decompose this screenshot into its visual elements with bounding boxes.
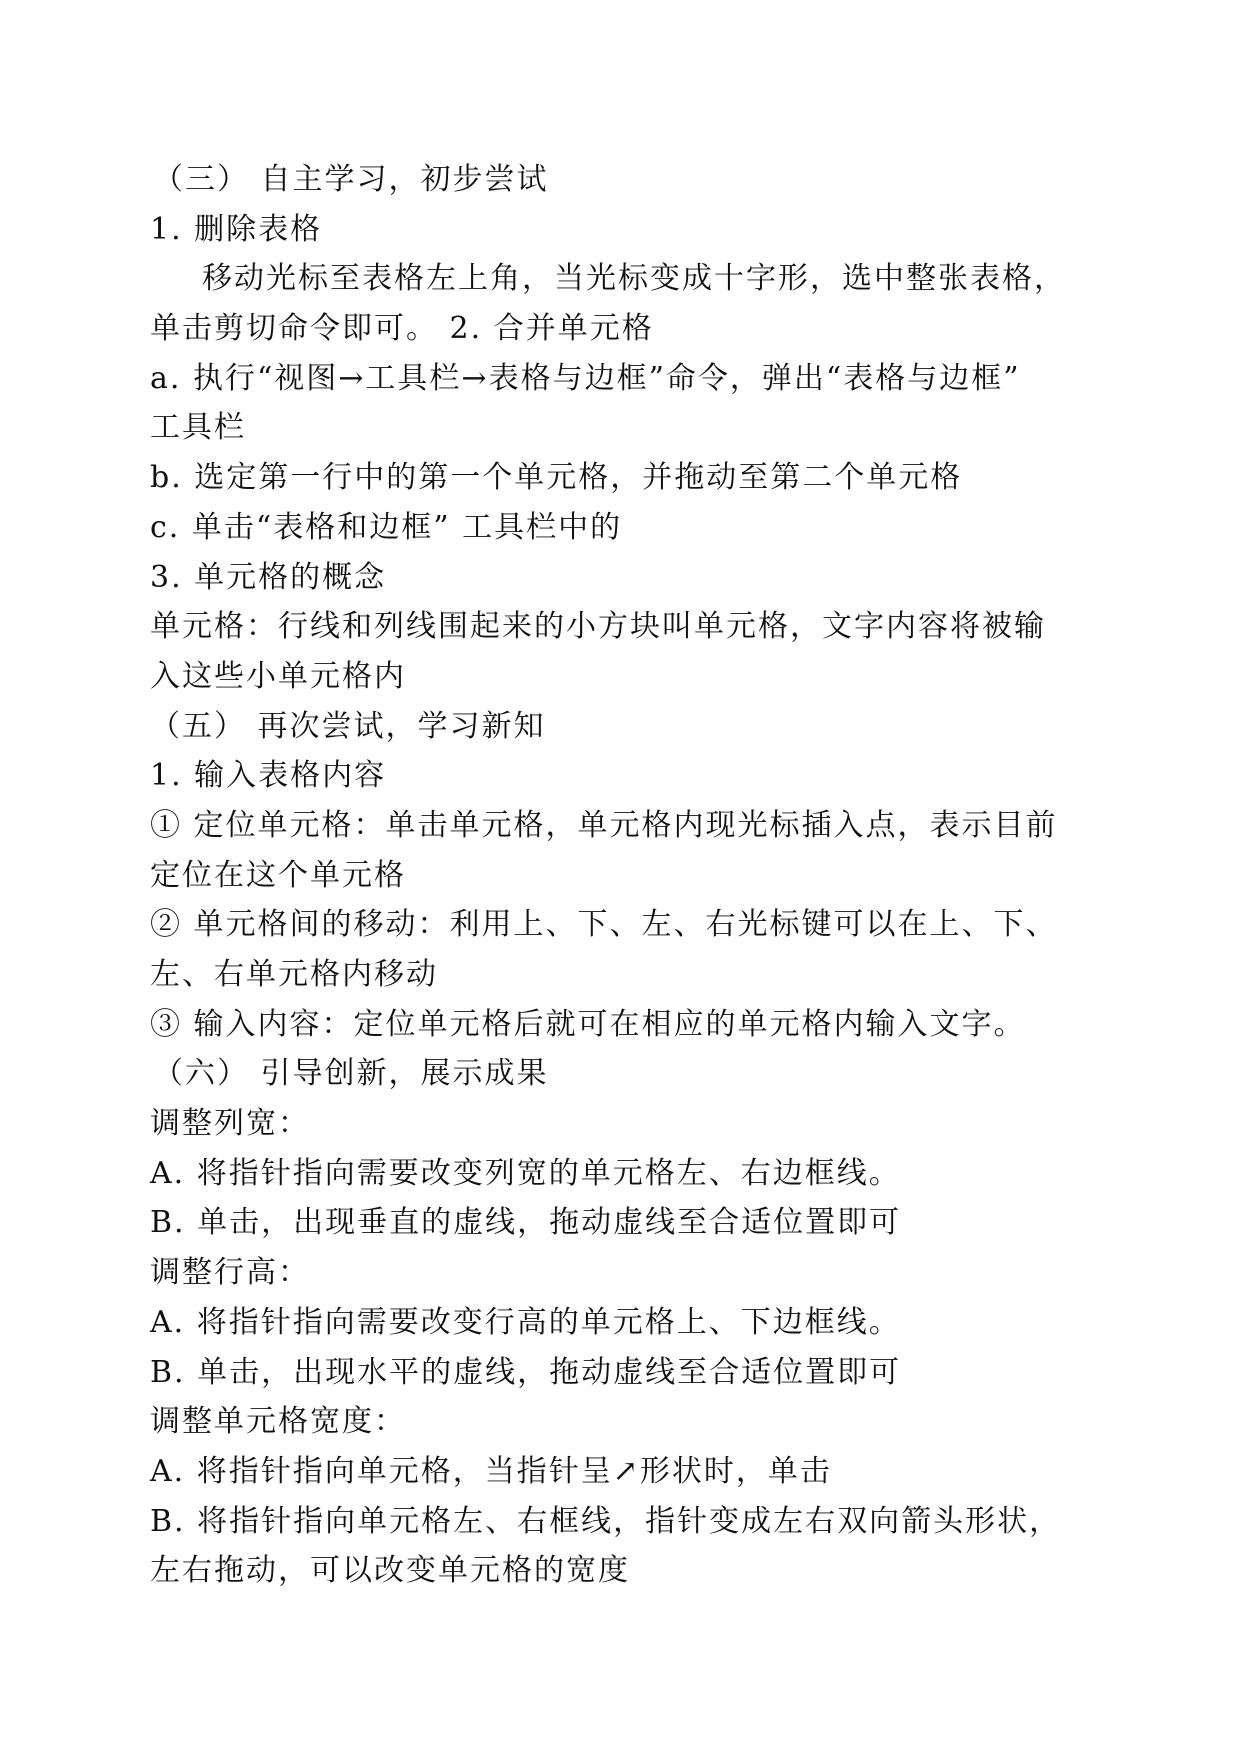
section-heading-3: （三） 自主学习，初步尝试 — [153, 162, 549, 197]
subheading-column-width: 调整列宽： — [150, 1106, 310, 1142]
paragraph-line: 左右拖动，可以改变单元格的宽度 — [150, 1553, 630, 1589]
subheading-cell-width: 调整单元格宽度： — [150, 1404, 406, 1440]
circled-item-1: ① 定位单元格：单击单元格，单元格内现光标插入点，表示目前 — [150, 807, 1058, 843]
paragraph-line: 单击剪切命令即可。 2. 合并单元格 — [150, 311, 654, 347]
item-cell-concept: 3. 单元格的概念 — [150, 559, 387, 595]
paragraph-line: 定位在这个单元格 — [150, 857, 406, 893]
subheading-row-height: 调整行高： — [150, 1255, 310, 1291]
circled-item-2: ② 单元格间的移动：利用上、下、左、右光标键可以在上、下、 — [150, 907, 1058, 943]
section-heading-5: （五） 再次尝试，学习新知 — [150, 708, 546, 744]
step-b: b. 选定第一行中的第一个单元格，并拖动至第二个单元格 — [150, 460, 963, 496]
step-b: B. 单击，出现水平的虚线，拖动虚线至合适位置即可 — [150, 1354, 902, 1390]
paragraph-line: 移动光标至表格左上角，当光标变成十字形，选中整张表格， — [202, 261, 1066, 297]
step-b: B. 将指针指向单元格左、右框线，指针变成左右双向箭头形状， — [150, 1503, 1062, 1539]
circled-item-3: ③ 输入内容：定位单元格后就可在相应的单元格内输入文字。 — [150, 1006, 1026, 1042]
item-delete-table: 1. 删除表格 — [150, 211, 323, 247]
step-b: B. 单击，出现垂直的虚线，拖动虚线至合适位置即可 — [150, 1205, 902, 1241]
paragraph-line: 单元格：行线和列线围起来的小方块叫单元格，文字内容将被输 — [150, 609, 1046, 645]
paragraph-line: 入这些小单元格内 — [150, 658, 406, 694]
section-heading-6: （六） 引导创新，展示成果 — [153, 1056, 549, 1092]
step-a: A. 将指针指向单元格，当指针呈↗形状时，单击 — [150, 1453, 832, 1489]
step-a: A. 将指针指向需要改变行高的单元格上、下边框线。 — [150, 1304, 901, 1340]
paragraph-line: 工具栏 — [150, 410, 246, 446]
step-c: c. 单击“表格和边框” 工具栏中的 — [150, 509, 623, 545]
paragraph-line: 左、右单元格内移动 — [150, 957, 438, 992]
document-body — [150, 155, 1110, 1596]
item-input-content: 1. 输入表格内容 — [150, 758, 387, 794]
step-a: a. 执行“视图→工具栏→表格与边框”命令，弹出“表格与边框” — [150, 360, 1021, 396]
step-a: A. 将指针指向需要改变列宽的单元格左、右边框线。 — [150, 1155, 901, 1191]
